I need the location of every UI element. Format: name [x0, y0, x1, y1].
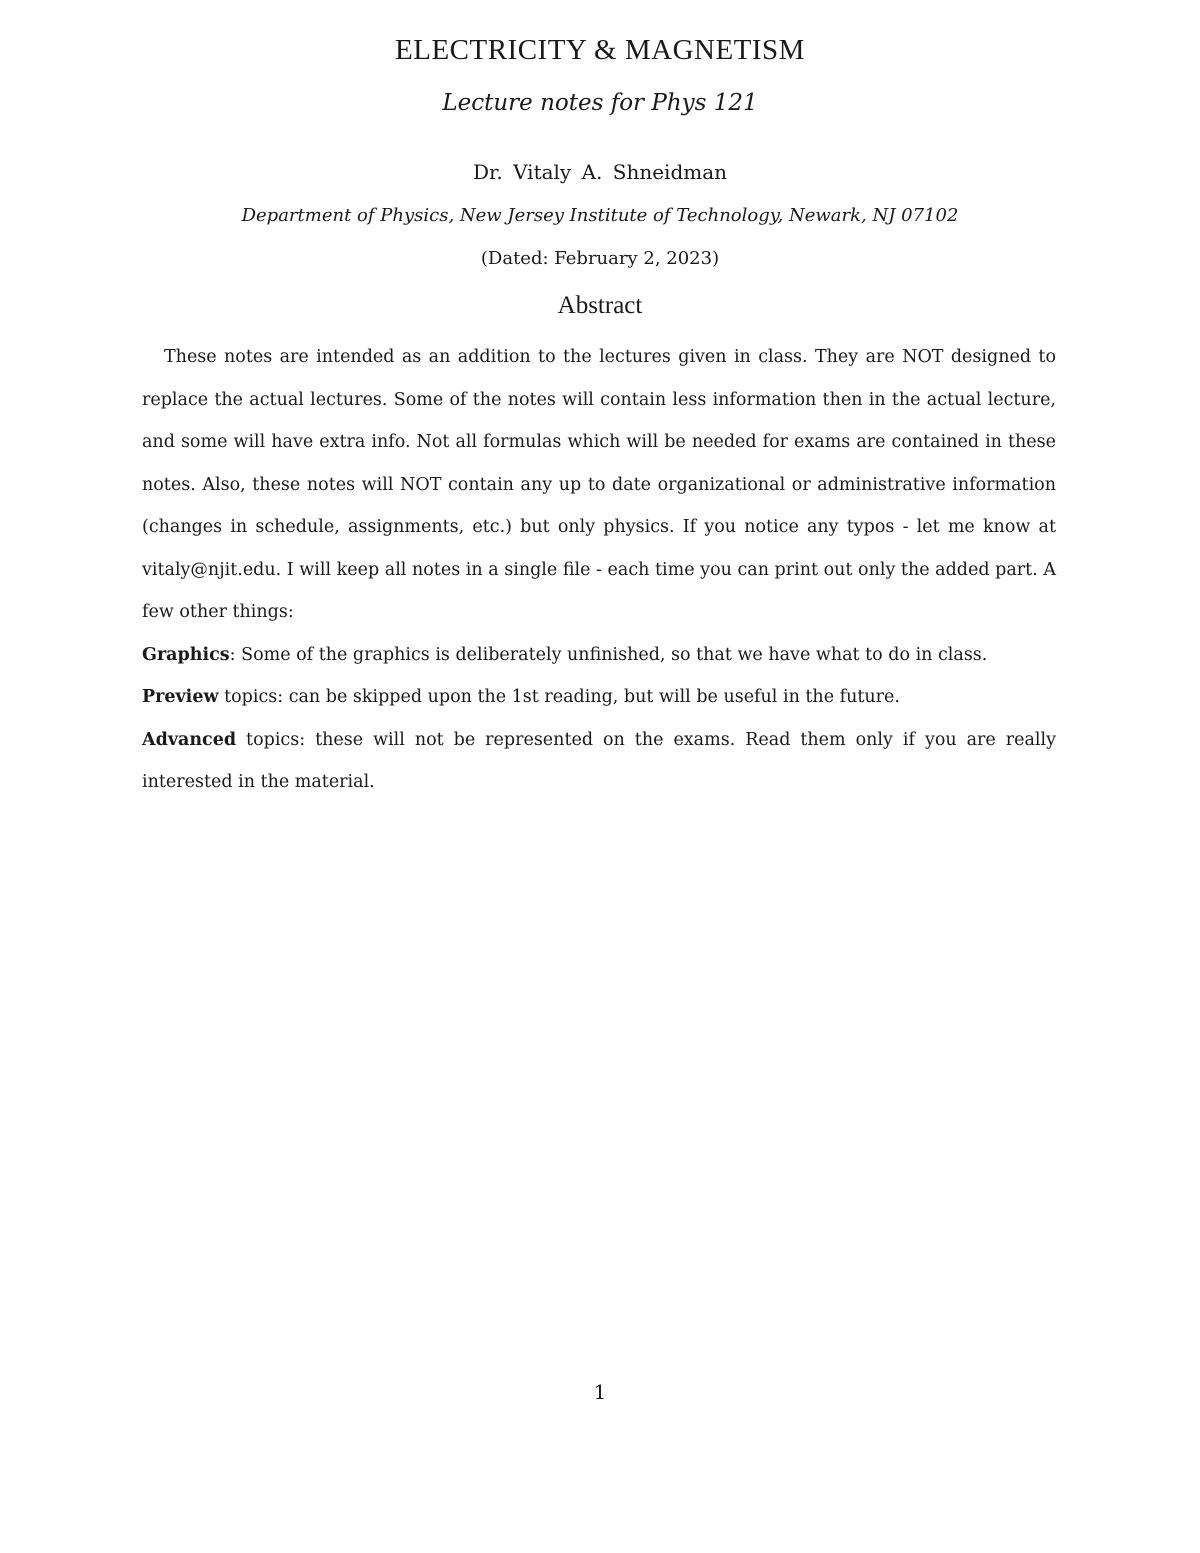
note-term: Preview	[142, 687, 219, 707]
note-text: : Some of the graphics is deliberately unfinished, so that we have what to do in class.	[229, 644, 988, 665]
abstract-heading: Abstract	[557, 292, 643, 319]
note-advanced	[142, 719, 1056, 804]
note-text: topics: these will not be represented on the exams. Read them only if you are really interested in the material.	[142, 729, 1056, 792]
note-preview	[142, 676, 1056, 719]
document-subtitle: Lecture notes for Phys 121	[442, 90, 758, 116]
author-name: Dr. Vitaly A. Shneidman	[472, 160, 728, 184]
note-graphics	[142, 634, 1056, 677]
author-affiliation: Department of Physics, New Jersey Institute of Technology, Newark, NJ 07102	[241, 205, 959, 226]
abstract-paragraph: These notes are intended as an addition to the lectures given in class. They are NOT designed to replace the actual lectures. Some of the notes will contain less information then in the actual lecture, and some will have extra info. Not all formulas which will be needed for exams are contained in these notes. Also, these notes will NOT contain any up to date organizational or administrative information (changes in schedule, assignments, etc.) but only physics. If you notice any typos - let me know at vitaly@njit.edu. I will keep all notes in a single file - each time you can print out only the added part. A few other things:	[142, 347, 1056, 622]
note-text: topics: can be skipped upon the 1st reading, but will be useful in the future.	[218, 687, 900, 707]
document-date: (Dated: February 2, 2023)	[480, 248, 720, 269]
document-title: ELECTRICITY & MAGNETISM	[395, 34, 805, 66]
note-term: Advanced	[142, 729, 237, 750]
abstract-body	[142, 336, 1056, 804]
page-number: 1	[593, 1380, 607, 1404]
note-term: Graphics	[142, 644, 230, 665]
